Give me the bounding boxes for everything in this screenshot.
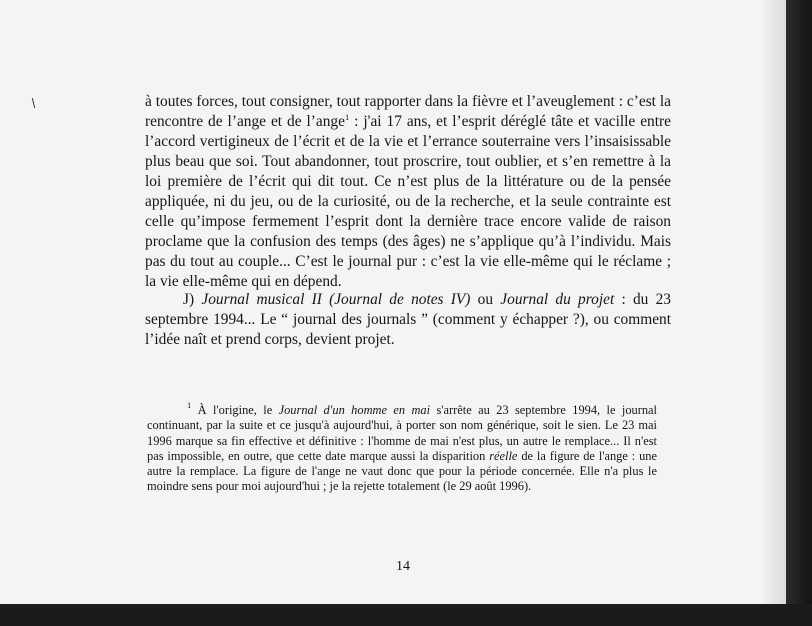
footnote-text-middle: s'arrête au 23 septembre 1994, le journal continuant, par la suite et ce jusqu'à aujourd'hui, à porter son nom générique, soit le sien. Le 23 mai 1996 marque sa fin effective et définitive : l'homme de mai n'est plus, un autre le remplace... Il n'est pas impossible, en outre, que cette date marque aussi la disparition bbox=[147, 403, 657, 463]
margin-pen-mark bbox=[32, 98, 35, 108]
adjacent-page-edge bbox=[786, 0, 812, 604]
page-number: 14 bbox=[396, 559, 410, 574]
footnote-book-title: Journal d'un homme en mai bbox=[278, 403, 431, 417]
journal-entry-paragraph bbox=[145, 290, 671, 350]
main-paragraph bbox=[145, 92, 671, 292]
journal-title-musical: Journal musical II (Journal de notes IV) bbox=[201, 291, 471, 308]
main-paragraph-continuation: : j'ai 17 ans, et l’esprit déréglé tâte et vacille entre l’accord vertigineux de l’écrit et de la vie et l’errance souterraine vers l’insaisissable plus beau que soi. Tout abandonner, tout proscrire, tout oublier, et s’en remettre à la loi première de l’écrit qui dit tout. Ce n’est plus de la littérature ou de la pensée appliquée, ni du jeu, ou de la curiosité, ou de la recherche, et la seule contrainte est celle qu’impose fermement l’esprit dont la dernière trace encore valide de raison proclame que la confusion des temps (des âges) ne s’applique qu’à l’individu. Mais pas du tout au couple... C’est le journal pur : c’est la vie elle-même qui le réclame ; la vie elle-même qui en dépend. bbox=[145, 113, 671, 290]
journal-title-projet: Journal du projet bbox=[500, 291, 615, 308]
footnote-emphasis: réelle bbox=[489, 448, 518, 463]
footnote bbox=[147, 400, 658, 495]
footnote-reference[interactable]: 1 bbox=[344, 112, 350, 122]
footnote-marker: 1 bbox=[187, 400, 192, 410]
entry-prefix: J) bbox=[183, 291, 202, 308]
footnote-text-start: À l'origine, le bbox=[191, 403, 279, 417]
entry-connector: ou bbox=[470, 291, 501, 308]
footnote-text-end: de la figure de l'ange : une autre la remplace. La figure de l'ange ne vaut donc que pour la période concernée. Elle n'a plus le moindre sens pour moi aujourd'hui ; je la rejette totalement (le 29 août 1996). bbox=[147, 448, 658, 494]
main-paragraph-text: à toutes forces, tout consigner, tout rapporter dans la fièvre et l’aveuglement : c’est la rencontre de l’ange et de l’ange bbox=[145, 93, 671, 130]
entry-description: : du 23 septembre 1994... Le “ journal des journals ” (comment y échapper ?), ou comment l’idée naît et prend corps, devient projet. bbox=[145, 291, 671, 348]
